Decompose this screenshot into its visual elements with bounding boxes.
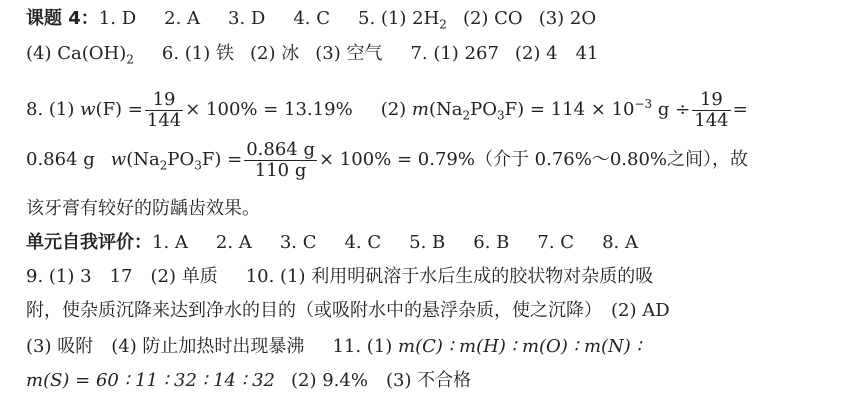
unit-review-line-1 <box>26 230 638 256</box>
fraction-denominator: 144 <box>146 109 182 131</box>
fraction-denominator: 110 g <box>254 159 307 181</box>
answer-q8-3-na: (Na <box>126 149 160 170</box>
review-q3: 3. C <box>279 232 317 253</box>
lesson4-line-3 <box>26 82 748 132</box>
lesson4-line-4 <box>26 138 748 182</box>
lesson4-line-2 <box>26 41 599 67</box>
answer-q8-3-po: PO <box>167 149 195 170</box>
review-q11-ratio-2: m(S) = 60 ∶ 11 ∶ 32 ∶ 14 ∶ 32 <box>26 370 276 391</box>
answer-q8-2-exponent: −3 <box>634 97 653 111</box>
answer-q8-2-po: PO <box>470 99 498 120</box>
review-q5: 5. B <box>409 232 446 253</box>
fraction-numerator: 19 <box>145 90 183 111</box>
answer-q8-1-w: w <box>80 99 96 120</box>
review-q7: 7. C <box>537 232 575 253</box>
fraction-numerator: 0.864 g <box>246 138 315 160</box>
review-q2: 2. A <box>215 232 252 253</box>
answer-q5-3: (3) 2O <box>538 8 597 29</box>
unit-review-line-5 <box>26 368 471 394</box>
review-q4: 4. C <box>344 232 382 253</box>
review-q11-rest: (2) 9.4% (3) 不合格 <box>291 370 472 391</box>
answer-q8-3-value: 0.864 g <box>26 149 95 170</box>
review-q10-1: 10. (1) 利用明矾溶于水后生成的胶状物对杂质的吸 <box>245 266 654 287</box>
answer-q8-3-sub2: 3 <box>194 158 202 173</box>
unit-review-line-4 <box>26 334 641 360</box>
answer-q5-1-subscript: 2 <box>439 17 447 32</box>
fraction-19-144 <box>145 90 183 131</box>
answer-q7-1: 7. (1) 267 <box>410 43 499 64</box>
answer-q8-2-div: g ÷ <box>652 99 691 120</box>
answer-q8-2-na: (Na <box>428 99 463 120</box>
answer-q8-3-f: F) = <box>201 149 243 170</box>
answer-q8-1-tail: × 100% = 13.19% <box>185 99 353 120</box>
answer-q1: 1. D <box>98 8 137 29</box>
answer-q2: 2. A <box>164 8 201 29</box>
answer-q8-1-f: (F) = <box>95 99 143 120</box>
review-q11-prefix: 11. (1) <box>332 336 399 357</box>
unit-review-line-3 <box>26 298 670 324</box>
lesson4-heading: 课题 4： <box>26 8 99 29</box>
answer-q8-2-eq: = <box>732 99 748 120</box>
answer-q8-2-sub2: 3 <box>497 108 505 123</box>
fraction-numerator: 19 <box>692 90 730 111</box>
answer-q8-4: 该牙膏有较好的防龋齿效果。 <box>26 198 260 219</box>
unit-review-heading: 单元自我评价： <box>26 232 152 253</box>
review-q8: 8. A <box>602 232 638 253</box>
lesson4-line-5 <box>26 196 260 222</box>
answer-q5-4-subscript: 2 <box>126 52 134 67</box>
answer-q8-2-prefix: (2) <box>380 99 412 120</box>
review-q9: 9. (1) 3 17 (2) 单质 <box>26 266 218 287</box>
answer-q8-1-prefix: 8. (1) <box>26 99 81 120</box>
fraction-denominator: 144 <box>694 109 729 131</box>
answer-q8-2-m: m <box>411 99 429 120</box>
answer-q8-3-sub1: 2 <box>159 158 168 173</box>
review-q11-ratio: m(C) ∶ m(H) ∶ m(O) ∶ m(N) ∶ <box>398 336 642 357</box>
fraction-0864-110 <box>244 140 317 181</box>
answer-q6-2: (2) 冰 <box>250 43 300 64</box>
fraction-19-144-b <box>692 90 730 131</box>
answer-q8-3-w: w <box>110 149 127 170</box>
answer-q7-2: (2) 4 41 <box>514 43 599 64</box>
review-q1: 1. A <box>152 232 188 253</box>
answer-q6-3: (3) 空气 <box>315 43 383 64</box>
answer-q5-2: (2) CO <box>462 8 523 29</box>
answer-q8-2-mass: F) = 114 × 10 <box>504 99 635 120</box>
review-q6: 6. B <box>473 232 510 253</box>
lesson4-line-1 <box>26 6 596 32</box>
review-q10-3: (3) 吸附 (4) 防止加热时出现暴沸 <box>26 336 305 357</box>
unit-review-line-2 <box>26 264 653 290</box>
answer-q8-3-tail: × 100% = 0.79%（介于 0.76%～0.80%之间），故 <box>318 149 749 170</box>
answer-q5-1: 5. (1) 2H <box>358 8 440 29</box>
answer-q8-2-sub1: 2 <box>462 108 471 123</box>
answer-q3: 3. D <box>228 8 266 29</box>
answer-q4: 4. C <box>293 8 331 29</box>
answer-q5-4: (4) Ca(OH) <box>26 43 127 64</box>
answer-q6-1: 6. (1) 铁 <box>161 43 234 64</box>
review-q10-2: 附，使杂质沉降来达到净水的目的（或吸附水中的悬浮杂质，使之沉降） (2) AD <box>26 300 670 321</box>
